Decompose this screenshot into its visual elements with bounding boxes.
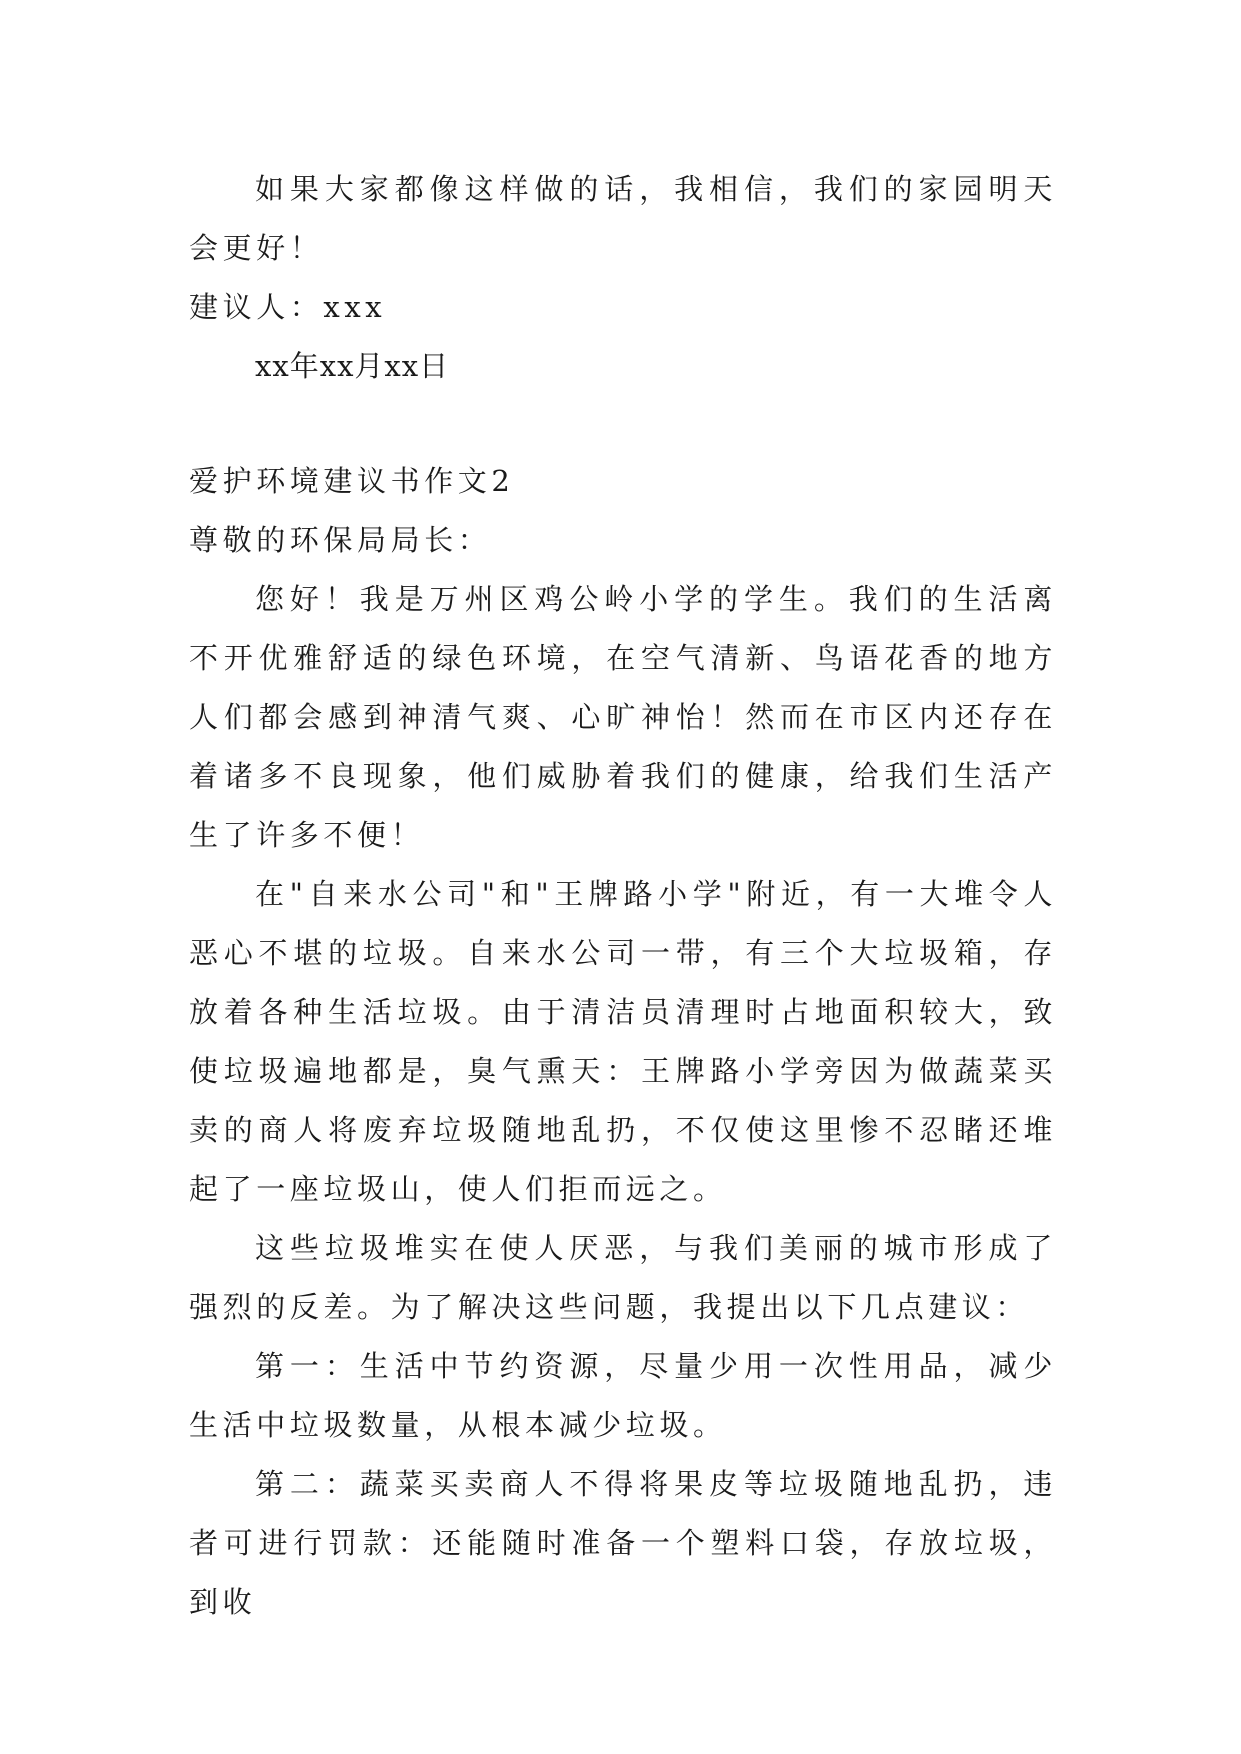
date-line: xx年xx月xx日 (255, 349, 450, 383)
document-body (189, 160, 1057, 1632)
closing-paragraph: 如果大家都像这样做的话，我相信，我们的家园明天会更好！ (189, 172, 1057, 265)
section-title: 爱护环境建议书作文2 (189, 464, 515, 498)
paragraph-problem: 在"自来水公司"和"王牌路小学"附近，有一大堆令人恶心不堪的垃圾。自来水公司一带，有三个大垃圾箱，存放着各种生活垃圾。由于清洁员清理时占地面积较大，致使垃圾遍地都是，臭气熏天：王牌路小学旁因为做蔬菜买卖的商人将废弃垃圾随地乱扔，不仅使这里惨不忍睹还堆起了一座垃圾山，使人们拒而远之。 (189, 877, 1057, 1206)
paragraph-suggestion-2: 第二：蔬菜买卖商人不得将果皮等垃圾随地乱扔，违者可进行罚款：还能随时准备一个塑料口袋，存放垃圾，到收 (189, 1467, 1057, 1619)
proposer-line: 建议人：xxx (189, 290, 387, 324)
paragraph-suggestion-1: 第一：生活中节约资源，尽量少用一次性用品，减少生活中垃圾数量，从根本减少垃圾。 (189, 1349, 1057, 1442)
salutation: 尊敬的环保局局长： (189, 523, 492, 557)
paragraph-transition: 这些垃圾堆实在使人厌恶，与我们美丽的城市形成了强烈的反差。为了解决这些问题，我提出以下几点建议： (189, 1231, 1057, 1324)
paragraph-greeting: 您好！我是万州区鸡公岭小学的学生。我们的生活离不开优雅舒适的绿色环境，在空气清新、鸟语花香的地方人们都会感到神清气爽、心旷神怡！然而在市区内还存在着诸多不良现象，他们威胁着我们的健康，给我们生活产生了许多不便！ (189, 582, 1057, 852)
